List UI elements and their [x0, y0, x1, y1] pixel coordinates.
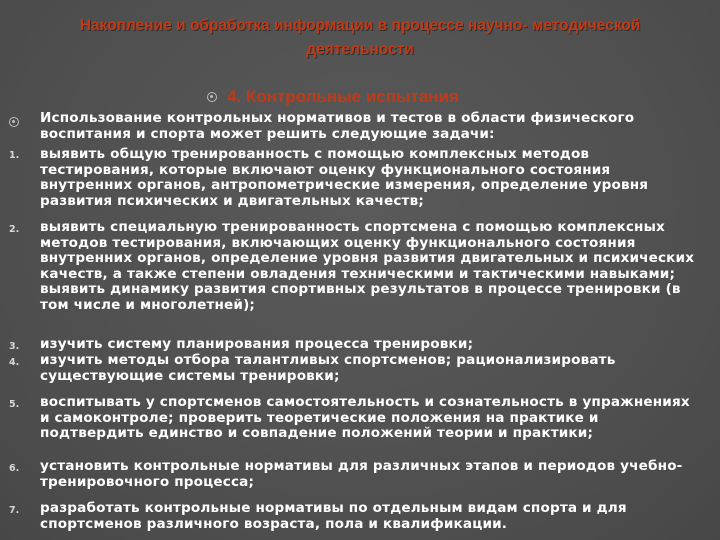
list-item: изучить систему планирования процесса тренировки; [40, 336, 474, 352]
list-number: 2. [9, 224, 20, 235]
section-heading: 4. Контрольные испытания [227, 87, 459, 106]
list-number: 4. [9, 357, 20, 368]
list-item: выявить общую тренированность с помощью комплексных методов тестирования, которые включают оценку функционального состояния внутренних органов, антропометрические измерения, определение уровня развития психических и двигательных качеств; [40, 146, 649, 209]
list-item: разработать контрольные нормативы по отдельным видам спорта и для спортсменов различного возраста, пола и квалификации. [40, 500, 627, 532]
list-item: изучить методы отбора талантливых спортсменов; рационализировать существующие системы тренировки; [40, 352, 616, 384]
list-number: 1. [9, 150, 20, 161]
list-item: установить контрольные нормативы для различных этапов и периодов учебно-тренировочного процесса; [40, 458, 683, 490]
bullet-icon [207, 92, 217, 102]
list-number: 5. [9, 399, 20, 410]
slide-title: Накопление и обработка информации в процессе научно- методической деятельности [79, 17, 641, 58]
list-number: 3. [9, 341, 20, 352]
list-item: выявить специальную тренированность спортсмена с помощью комплексных методов тестирования, включающих оценку функционального состояния внутренних органов, определение уровня развития двигательных и психических качеств, а также степени овладения техническими и тактическими навыками; выявить динамику развития спортивных результатов в процессе тренировки (в том числе и многолетней); [40, 219, 695, 313]
intro-paragraph: Использование контрольных нормативов и тестов в области физического воспитания и спорта может решить следующие задачи: [40, 110, 635, 142]
list-number: 7. [9, 505, 20, 516]
list-number: 6. [9, 463, 20, 474]
list-item: воспитывать у спортсменов самостоятельность и сознательность в упражнениях и самоконтроле; проверить теоретические положения на практике и подтвердить единство и совпадение положений теории и практики; [40, 394, 690, 442]
bullet-icon [9, 117, 19, 127]
